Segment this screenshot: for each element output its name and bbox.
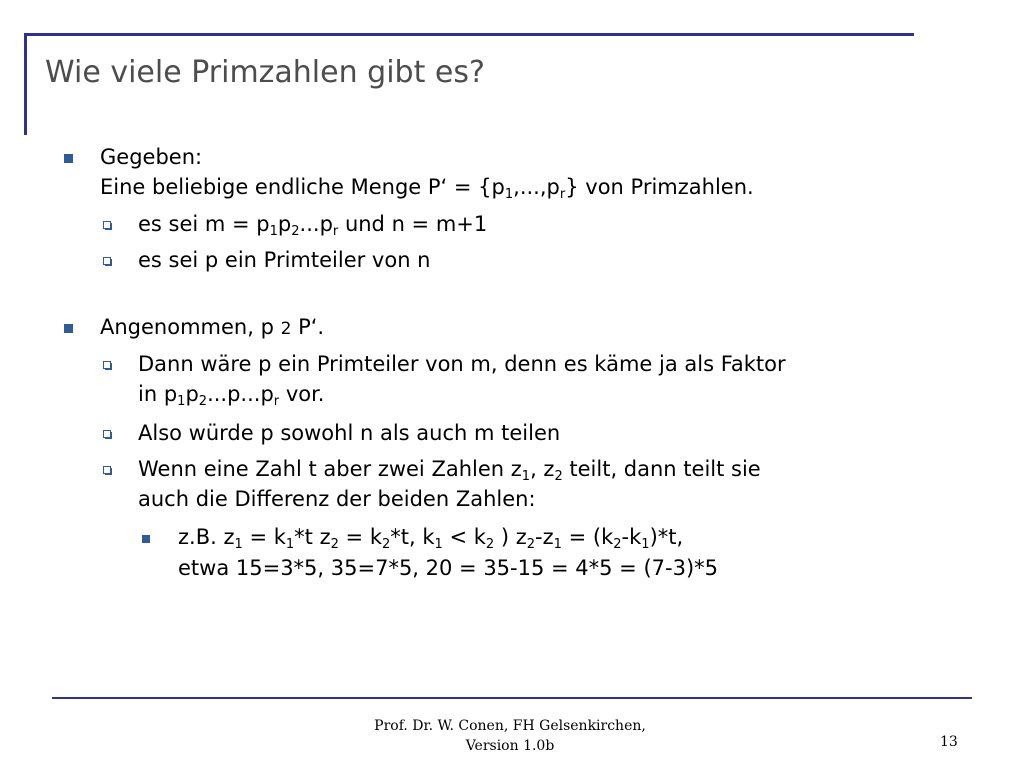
sub-bullet-box-icon (103, 361, 111, 369)
sub-bullet-waere-line2: in $p_1p_2...p...p_r$ vor. (138, 382, 325, 409)
example-line2: etwa 15=3*5, 35=7*5, 20 = 35-15 = 4*5 = (7-3)*5 (178, 556, 719, 580)
symbol-element-of: 2 (280, 319, 292, 339)
sub-bullet-m-definition: es sei $m = p_1p_2...p_r$ und n = m+1 (138, 212, 488, 239)
bullet-square-icon (64, 324, 73, 333)
title-frame-top-rule (24, 33, 914, 36)
slide-title: Wie viele Primzahlen gibt es? (45, 55, 485, 90)
bullet-gegeben-menge: Eine beliebige endliche Menge P‘ = $\{p_1,...,p_r\}$ von Primzahlen. (100, 175, 754, 202)
bullet-gegeben: Gegeben: (100, 145, 203, 169)
sub-bullet-wenn-line2: auch die Differenz der beiden Zahlen: (138, 487, 536, 511)
sub-bullet-wenn-line1: Wenn eine Zahl t aber zwei Zahlen $z_1$, $z_2$ teilt, dann teilt sie (138, 457, 761, 484)
bullet-angenommen: Angenommen, p 2 P‘. (100, 315, 325, 339)
footer-line2: Version 1.0b (465, 738, 555, 754)
sub-bullet-primteiler-n: es sei p ein Primteiler von n (138, 248, 431, 272)
sub-bullet-waere-line1: Dann wäre p ein Primteiler von m, denn es käme ja als Faktor (138, 352, 786, 376)
sub-bullet-box-icon (103, 430, 111, 438)
title-frame-left-rule (24, 33, 27, 135)
footer-line1: Prof. Dr. W. Conen, FH Gelsenkirchen, (374, 718, 646, 734)
sub-bullet-also: Also würde p sowohl n als auch m teilen (138, 421, 561, 445)
example-line1: z.B. $z_1 = k_1*t$ $z_2 = k_2*t$, $k_1 < k_2$ ) $z_2-z_1 = (k_2-k_1)*t$, (178, 525, 684, 552)
sub-bullet-box-icon (103, 466, 111, 474)
footer-author (340, 716, 680, 756)
page-number: 13 (940, 734, 958, 750)
sub-bullet-box-icon (103, 221, 111, 229)
footer-rule (52, 697, 972, 699)
sub-sub-bullet-square-icon (142, 535, 150, 543)
sub-bullet-box-icon (103, 257, 111, 265)
bullet-square-icon (64, 154, 73, 163)
